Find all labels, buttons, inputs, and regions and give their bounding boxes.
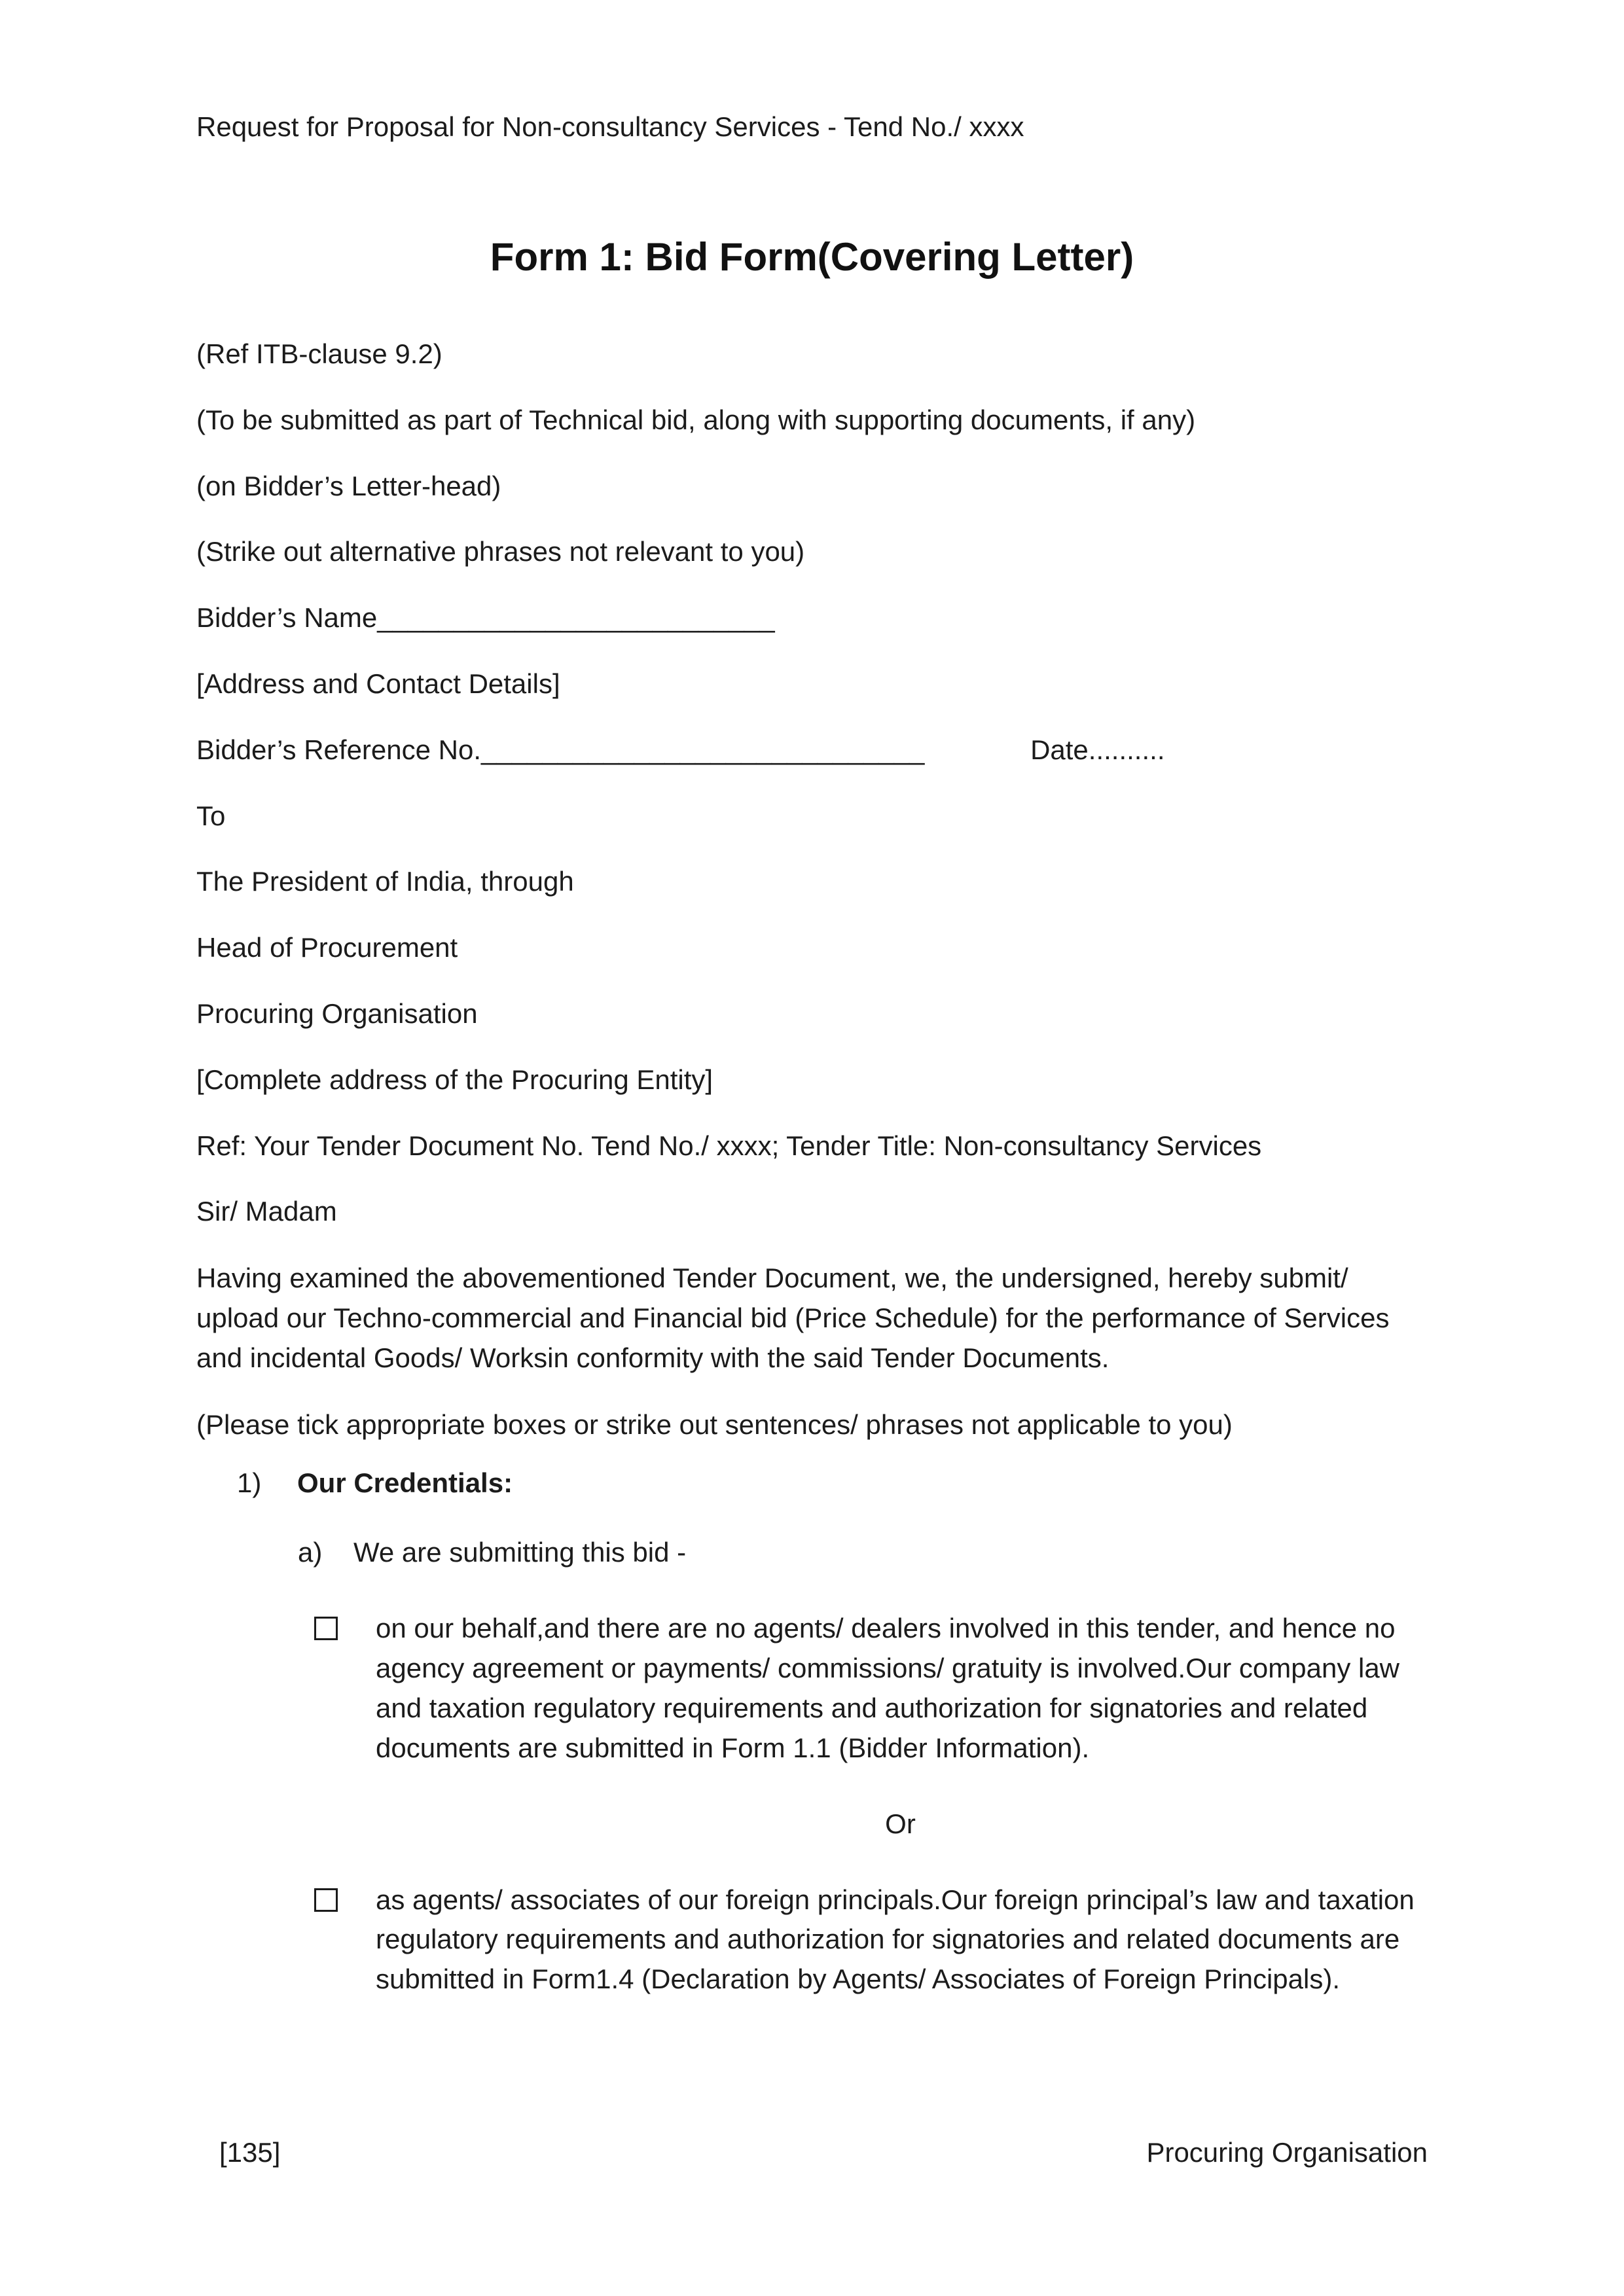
checkbox-icon[interactable]: [314, 1617, 338, 1640]
letterhead-note: (on Bidder’s Letter-head): [196, 470, 501, 501]
addressee-organisation: Procuring Organisation: [196, 997, 478, 1029]
addressee-address-placeholder: [Complete address of the Procuring Entity]: [196, 1064, 713, 1095]
strike-out-note: (Strike out alternative phrases not relevant to you): [196, 536, 805, 567]
page-title: Form 1: Bid Form(Covering Letter): [490, 235, 1134, 279]
opening-paragraph: Having examined the abovementioned Tender Document, we, the undersigned, hereby submit/ upload our Techno-commercial and Financial bid (Price Schedule) for the performance of Services and incidental Goods/ Worksin conformity with the said Tender Documents.: [196, 1263, 1390, 1373]
list-number: 1): [237, 1467, 262, 1498]
page-header: Request for Proposal for Non-consultancy Services - Tend No./ xxxx: [196, 111, 1024, 142]
footer-organisation: Procuring Organisation: [1146, 2137, 1428, 2168]
ref-itb-clause: (Ref ITB-clause 9.2): [196, 338, 442, 369]
list-item-our-credentials: [196, 1464, 1428, 1503]
reference-line: [196, 731, 1428, 770]
bidder-name-line: Bidder’s Name__________________________: [196, 602, 775, 634]
bidder-reference-label: Bidder’s Reference No._____________________________: [196, 734, 925, 765]
tick-instruction-note: (Please tick appropriate boxes or strike out sentences/ phrases not applicable to you): [196, 1408, 1233, 1440]
page-number: [135]: [219, 2137, 281, 2168]
or-separator: Or: [885, 1808, 916, 1839]
checkbox-icon[interactable]: [314, 1888, 338, 1912]
checkbox-option-own-behalf: [196, 1609, 1428, 1768]
list-heading: Our Credentials:: [297, 1467, 513, 1498]
checkbox-option-foreign-principals: [196, 1880, 1428, 2000]
tender-reference-line: Ref: Your Tender Document No. Tend No./ xxxx; Tender Title: Non-consultancy Services: [196, 1130, 1262, 1161]
addressee-head-procurement: Head of Procurement: [196, 932, 458, 963]
salutation-sir-madam: Sir/ Madam: [196, 1196, 337, 1227]
list-item-submitting-bid: [196, 1534, 1428, 1572]
submission-note: (To be submitted as part of Technical bid, along with supporting documents, if any): [196, 404, 1196, 435]
addressee-president: The President of India, through: [196, 866, 574, 897]
list-letter: a): [298, 1537, 323, 1568]
page-footer: [196, 2137, 1428, 2168]
option-text: as agents/ associates of our foreign principals.Our foreign principal’s law and taxation regulatory requirements and authorization for signatories and related documents are submitted in Form1.4 (Declaration by Agents/ Associates of Foreign Principals).: [376, 1884, 1415, 1995]
salutation-to: To: [196, 800, 226, 831]
address-contact-placeholder: [Address and Contact Details]: [196, 668, 560, 699]
option-text: on our behalf,and there are no agents/ dealers involved in this tender, and hence no agency agreement or payments/ commissions/ gratuity is involved.Our company law and taxation regulatory requirements and authorization for signatories and related documents are submitted in Form 1.1 (Bidder Information).: [376, 1613, 1400, 1763]
list-sub-text: We are submitting this bid -: [353, 1537, 687, 1568]
date-label: Date..........: [1030, 734, 1165, 765]
